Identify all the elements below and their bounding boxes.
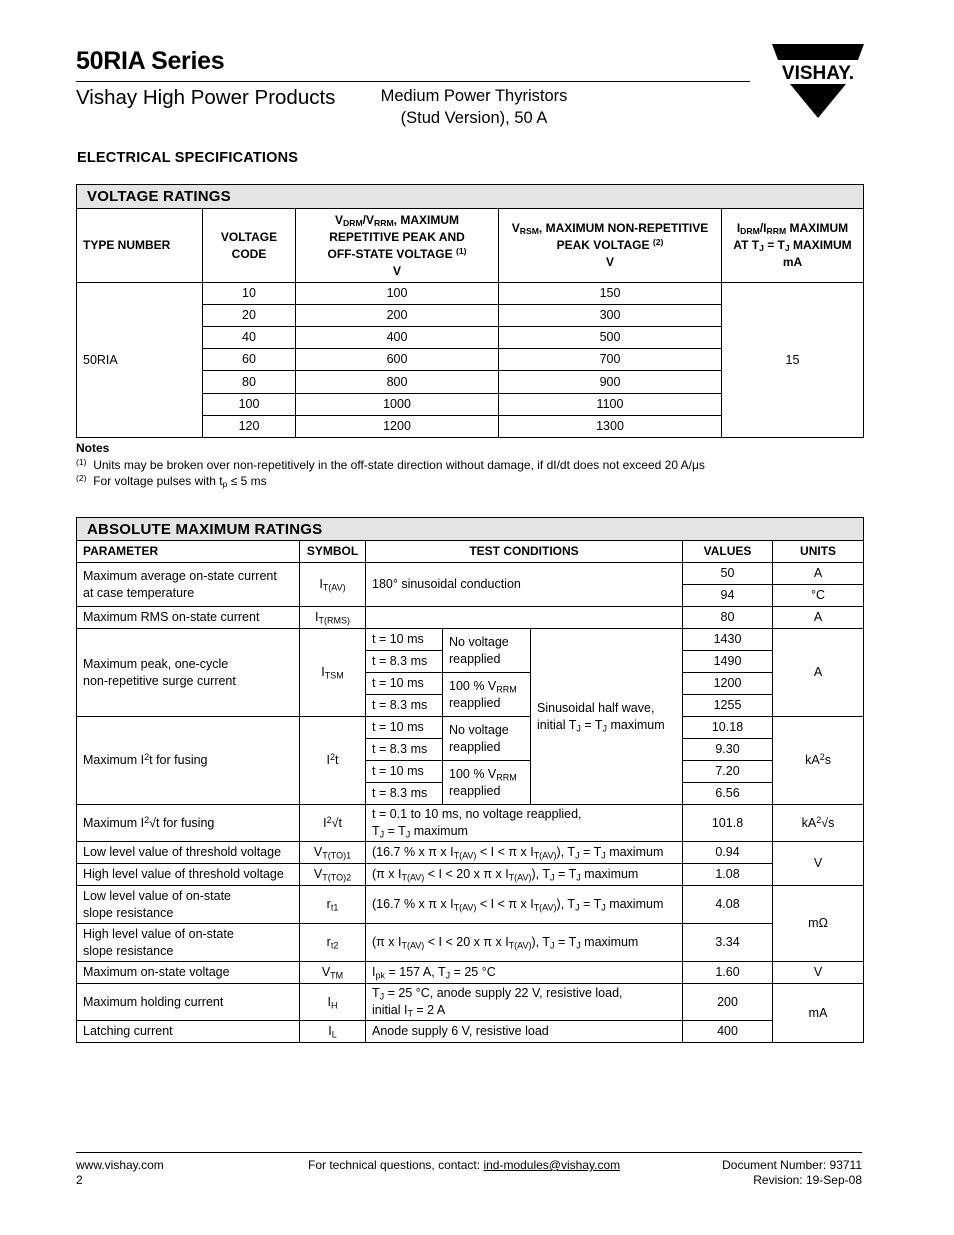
vdrm-cell: 100 <box>296 283 499 305</box>
vrsm-cell: 1300 <box>499 416 722 438</box>
product-line-1: Medium Power Thyristors <box>380 87 568 105</box>
value-cell: 1.60 <box>683 962 773 984</box>
cond-sinusoidal: Sinusoidal half wave, initial $T_J = T_J$ maximum <box>531 629 683 805</box>
voltage-ratings-title: VOLTAGE RATINGS <box>77 185 864 209</box>
param-rt1: Low level value of on-state slope resistance <box>77 886 300 924</box>
table-row <box>77 924 864 962</box>
col-vrsm: $V_{RSM}$, MAXIMUM NON-REPETITIVE PEAK VOLTAGE $^{(2)}$ V <box>499 209 722 283</box>
symbol-rt2: $r_{t2}$ <box>300 924 366 962</box>
footer-website: www.vishay.com <box>76 1158 164 1172</box>
unit-cell: V <box>773 842 864 886</box>
cond-vtm: $I_{pk} = 157$ A, $T_J = 25$ °C <box>366 962 683 984</box>
param-ih: Maximum holding current <box>77 984 300 1021</box>
time-cell: t = 8.3 ms <box>366 739 443 761</box>
section-title: ELECTRICAL SPECIFICATIONS <box>77 150 299 166</box>
value-cell: 3.34 <box>683 924 773 962</box>
symbol-ih: $I_H$ <box>300 984 366 1021</box>
symbol-il: $I_L$ <box>300 1021 366 1043</box>
unit-cell: A <box>773 563 864 585</box>
vdrm-cell: 1000 <box>296 394 499 416</box>
series-title: 50RIA Series <box>76 47 225 75</box>
time-cell: t = 10 ms <box>366 761 443 783</box>
symbol-rt1: $r_{t1}$ <box>300 886 366 924</box>
type-number-cell: 50RIA <box>77 283 203 438</box>
time-cell: t = 10 ms <box>366 673 443 695</box>
value-cell: 1255 <box>683 695 773 717</box>
footer-contact <box>308 1158 620 1173</box>
value-cell: 6.56 <box>683 783 773 805</box>
col-voltage-code: VOLTAGE CODE <box>203 209 296 283</box>
footer-right <box>640 1158 862 1188</box>
col-parameter: PARAMETER <box>77 541 300 563</box>
table-row <box>77 1021 864 1043</box>
cond-pct-voltage: 100 % $V_{RRM}$ reapplied <box>443 761 531 805</box>
table-row <box>77 805 864 842</box>
col-symbol: SYMBOL <box>300 541 366 563</box>
contact-prefix: For technical questions, contact: <box>308 1158 484 1172</box>
contact-email-link[interactable]: ind-modules@vishay.com <box>483 1158 621 1172</box>
voltage-code-cell: 120 <box>203 416 296 438</box>
vishay-logo <box>770 44 866 120</box>
table-row <box>77 283 864 305</box>
vrsm-cell: 500 <box>499 327 722 349</box>
unit-cell: mA <box>773 984 864 1043</box>
cond-rms-empty <box>366 607 683 629</box>
table-row <box>77 864 864 886</box>
notes-title: Notes <box>76 441 110 455</box>
table-row <box>77 629 864 651</box>
value-cell: 4.08 <box>683 886 773 924</box>
vrsm-cell: 900 <box>499 371 722 394</box>
unit-cell: $kA^2s$ <box>773 717 864 805</box>
value-cell: 50 <box>683 563 773 585</box>
abs-max-title: ABSOLUTE MAXIMUM RATINGS <box>77 518 864 541</box>
footer-rule <box>76 1152 862 1153</box>
col-idrm: $I_{DRM}/I_{RRM}$ MAXIMUM AT $T_J = T_J$ MAXIMUM mA <box>722 209 864 283</box>
symbol-it-av: $I_{T(AV)}$ <box>300 563 366 607</box>
param-il: Latching current <box>77 1021 300 1043</box>
unit-cell: V <box>773 962 864 984</box>
cond-vto2: (π x $I_{T(AV)} < I < 20$ x π x $I_{T(AV)}$), $T_J = T_J$ maximum <box>366 864 683 886</box>
value-cell: 9.30 <box>683 739 773 761</box>
note-2: $^{(2)}$ For voltage pulses with $t_p \le 5$ ms <box>76 473 267 490</box>
param-rt2: High level value of on-state slope resistance <box>77 924 300 962</box>
vrsm-cell: 300 <box>499 305 722 327</box>
unit-cell: A <box>773 607 864 629</box>
symbol-vtm: $V_{TM}$ <box>300 962 366 984</box>
vdrm-cell: 600 <box>296 349 499 371</box>
value-cell: 1490 <box>683 651 773 673</box>
time-cell: t = 8.3 ms <box>366 695 443 717</box>
idrm-cell: 15 <box>722 283 864 438</box>
voltage-code-cell: 60 <box>203 349 296 371</box>
col-test-conditions: TEST CONDITIONS <box>366 541 683 563</box>
vrsm-cell: 1100 <box>499 394 722 416</box>
value-cell: 10.18 <box>683 717 773 739</box>
symbol-vto1: $V_{T(TO)1}$ <box>300 842 366 864</box>
product-description <box>358 85 590 129</box>
brand-line: Vishay High Power Products <box>76 86 336 109</box>
value-cell: 200 <box>683 984 773 1021</box>
document-number: Document Number: 93711 <box>722 1158 862 1172</box>
cond-avg: 180° sinusoidal conduction <box>366 563 683 607</box>
value-cell: 80 <box>683 607 773 629</box>
table-row <box>77 563 864 585</box>
col-vdrm: $V_{DRM}/V_{RRM}$, MAXIMUM REPETITIVE PEAK AND OFF-STATE VOLTAGE $^{(1)}$ V <box>296 209 499 283</box>
vishay-logo-text: VISHAY. <box>781 63 855 84</box>
unit-cell: °C <box>773 585 864 607</box>
notes <box>76 440 876 490</box>
value-cell: 1.08 <box>683 864 773 886</box>
time-cell: t = 10 ms <box>366 629 443 651</box>
col-values: VALUES <box>683 541 773 563</box>
param-i2t: Maximum $I^2t$ for fusing <box>77 717 300 805</box>
col-type-number: TYPE NUMBER <box>77 209 203 283</box>
value-cell: 94 <box>683 585 773 607</box>
vrsm-cell: 150 <box>499 283 722 305</box>
unit-cell: A <box>773 629 864 717</box>
col-units: UNITS <box>773 541 864 563</box>
vdrm-cell: 400 <box>296 327 499 349</box>
value-cell: 101.8 <box>683 805 773 842</box>
header-rule <box>76 81 750 82</box>
table-row <box>77 984 864 1021</box>
cond-pct-voltage: 100 % $V_{RRM}$ reapplied <box>443 673 531 717</box>
param-vtm: Maximum on-state voltage <box>77 962 300 984</box>
table-row <box>77 886 864 924</box>
voltage-code-cell: 20 <box>203 305 296 327</box>
param-avg-current: Maximum average on-state current at case temperature <box>77 563 300 607</box>
value-cell: 400 <box>683 1021 773 1043</box>
cond-rt2: (π x $I_{T(AV)} < I < 20$ x π x $I_{T(AV)}$), $T_J = T_J$ maximum <box>366 924 683 962</box>
vdrm-cell: 200 <box>296 305 499 327</box>
param-i2rt: Maximum $I^2√t$ for fusing <box>77 805 300 842</box>
voltage-code-cell: 100 <box>203 394 296 416</box>
param-vto2: High level value of threshold voltage <box>77 864 300 886</box>
param-rms-current: Maximum RMS on-state current <box>77 607 300 629</box>
vdrm-cell: 800 <box>296 371 499 394</box>
cond-ih: $T_J = 25$ °C, anode supply 22 V, resistive load, initial $I_T = 2$ A <box>366 984 683 1021</box>
revision: Revision: 19-Sep-08 <box>753 1173 862 1187</box>
voltage-code-cell: 40 <box>203 327 296 349</box>
symbol-i2rt: $I^2√t$ <box>300 805 366 842</box>
time-cell: t = 10 ms <box>366 717 443 739</box>
product-line-2: (Stud Version), 50 A <box>400 109 548 127</box>
value-cell: 7.20 <box>683 761 773 783</box>
param-surge-current: Maximum peak, one-cycle non-repetitive surge current <box>77 629 300 717</box>
footer-left <box>76 1158 164 1188</box>
param-vto1: Low level value of threshold voltage <box>77 842 300 864</box>
value-cell: 1430 <box>683 629 773 651</box>
time-cell: t = 8.3 ms <box>366 651 443 673</box>
table-row <box>77 607 864 629</box>
voltage-code-cell: 80 <box>203 371 296 394</box>
voltage-ratings-table <box>76 184 864 438</box>
table-row <box>77 962 864 984</box>
unit-cell: mΩ <box>773 886 864 962</box>
time-cell: t = 8.3 ms <box>366 783 443 805</box>
cond-rt1: (16.7 % x π x $I_{T(AV)} < I < \pi$ x $I_{T(AV)}$), $T_J = T_J$ maximum <box>366 886 683 924</box>
cond-il: Anode supply 6 V, resistive load <box>366 1021 683 1043</box>
value-cell: 0.94 <box>683 842 773 864</box>
cond-vto1: (16.7 % x π x $I_{T(AV)} < I < \pi$ x $I_{T(AV)}$), $T_J = T_J$ maximum <box>366 842 683 864</box>
symbol-it-rms: $I_{T(RMS)}$ <box>300 607 366 629</box>
absolute-maximum-ratings-table <box>76 517 864 1043</box>
table-row <box>77 842 864 864</box>
vrsm-cell: 700 <box>499 349 722 371</box>
cond-no-voltage: No voltage reapplied <box>443 629 531 673</box>
symbol-vto2: $V_{T(TO)2}$ <box>300 864 366 886</box>
value-cell: 1200 <box>683 673 773 695</box>
table-row <box>77 717 864 739</box>
voltage-code-cell: 10 <box>203 283 296 305</box>
unit-cell: $kA^2√s$ <box>773 805 864 842</box>
cond-i2rt: t = 0.1 to 10 ms, no voltage reapplied, $T_J = T_J$ maximum <box>366 805 683 842</box>
page-number: 2 <box>76 1173 83 1187</box>
symbol-itsm: $I_{TSM}$ <box>300 629 366 717</box>
vdrm-cell: 1200 <box>296 416 499 438</box>
symbol-i2t: $I^2t$ <box>300 717 366 805</box>
note-1: $^{(1)}$ Units may be broken over non-repetitively in the off-state direction without damage, if dI/dt does not exceed 20 A/μs <box>76 456 705 472</box>
cond-no-voltage: No voltage reapplied <box>443 717 531 761</box>
